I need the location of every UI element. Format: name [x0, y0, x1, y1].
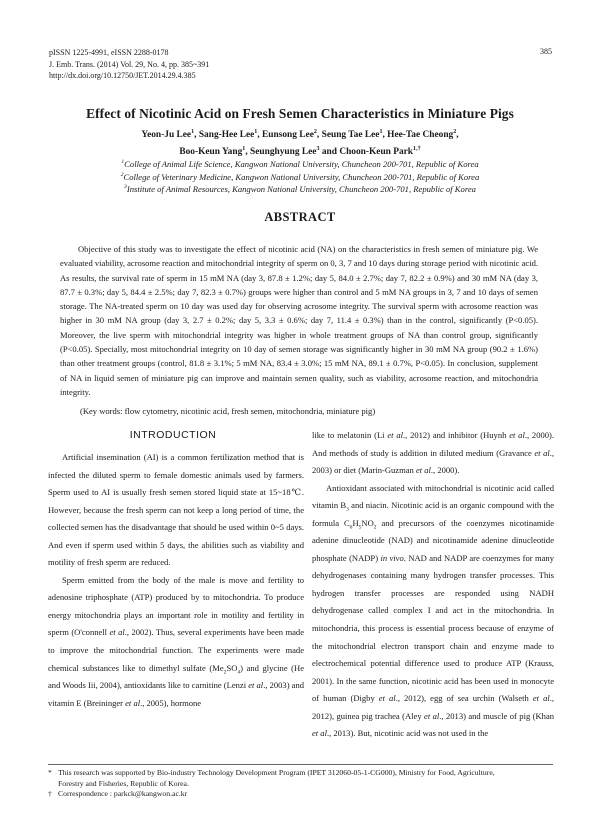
text-run: ., 2005), hormone [140, 697, 202, 708]
funding-footnote [48, 768, 553, 779]
text-run: ., 2013) and muscle of pig (Khan [439, 710, 555, 721]
footnote-divider [48, 764, 553, 765]
text-run: ., 2000). [430, 465, 460, 476]
footnote-text: This research was supported by Bio-industry Technology Development Program (IPET 312060-05-1-CG000), Ministry for Food, Agriculture, [58, 768, 495, 777]
author-affil-mark: 1 [379, 128, 383, 135]
body-column-right [312, 427, 554, 743]
affiliation-item [40, 183, 560, 196]
journal-citation: J. Emb. Trans. (2014) Vol. 29, No. 4, pp. 385~391 [49, 59, 210, 69]
subscript: 3 [346, 506, 349, 513]
subscript: 2 [223, 669, 227, 676]
subscript: 2 [373, 524, 377, 531]
et-al: et al [378, 693, 396, 704]
issn-line: pISSN 1225-4991, eISSN 2288-0178 [49, 48, 169, 57]
text-run: like to melatonin (Li [312, 430, 388, 440]
author-affil-mark: 2 [313, 128, 317, 135]
author-affil-mark: 1 [191, 128, 195, 135]
subscript: 6 [349, 524, 353, 531]
author-name: Boo-Keun Yang [179, 147, 243, 157]
text-run: NO [361, 517, 374, 528]
author-name: Yeon-Ju Lee [141, 130, 192, 140]
affiliation-text: College of Animal Life Science, Kangwon National University, Chuncheon 200-701, Republic of Korea [124, 159, 479, 169]
author-name: Seung Tae Lee [321, 130, 380, 140]
introduction-heading: INTRODUCTION [129, 429, 217, 441]
text-run: Sperm emitted from the body of the male is move and fertility to adenosine triphosphate (ATP) produced by to mitochondria. To produce energy mitochondria plays an important role in motility and fertility in sperm (O'connell [48, 574, 304, 638]
footnote-mark: * [48, 768, 52, 777]
subscript: 5 [358, 524, 362, 531]
text-run: ., 2012), egg of sea urchin (Walseth [395, 693, 533, 704]
body-column-left [48, 449, 304, 712]
text-run: SO [226, 662, 238, 673]
author-row-2: Boo-Keun Yang$^1$, Seunghyung Lee$^3$ and Choon-Keun Park$^{1,\dagger}$ [179, 145, 421, 157]
author-name: Sang-Hee Lee [198, 130, 255, 140]
et-al: et al [387, 430, 403, 440]
abstract-heading: ABSTRACT [264, 210, 336, 224]
affiliation-item [40, 171, 560, 184]
body-paragraph [312, 427, 554, 480]
author-affil-mark: 1,† [413, 145, 421, 152]
body-paragraph [312, 480, 554, 743]
doi-link[interactable]: http://dx.doi.org/10.12750/JET.2014.29.4.385 [49, 71, 196, 80]
author-name: Choon-Keun Park [339, 147, 414, 157]
et-al: et al [415, 465, 431, 476]
affiliation-text: College of Veterinary Medicine, Kangwon National University, Chuncheon 200-701, Republic of Korea [123, 171, 480, 182]
text-run: ) and glycine (He and Woods Iii, 2004), antioxidants like to carnitine (Lenzi [48, 662, 304, 691]
et-al: et al [109, 627, 125, 638]
author-row-1: Yeon-Ju Lee$^1$, Sang-Hee Lee$^1$, Eunsong Lee$^2$, Seung Tae Lee$^1$, Hee-Tae Cheong$^2$, [141, 128, 459, 140]
author-name: Seunghyung Lee [250, 147, 317, 157]
footnotes [48, 768, 553, 800]
text-run: ., 2013). But, nicotinic acid was not used in the [326, 728, 489, 739]
affiliation-mark: 3 [124, 184, 127, 191]
keywords: (Key words: flow cytometry, nicotinic acid, fresh semen, mitochondria, miniature pig) [80, 406, 376, 416]
page-number: 385 [540, 47, 552, 56]
text-run: ., 2003) and vitamin E (Breininger [48, 680, 305, 708]
affiliation-list [40, 158, 560, 196]
body-paragraph [48, 572, 304, 712]
et-al: et al [534, 447, 550, 458]
et-al: et al [312, 728, 327, 739]
text-run: Antioxidant associated with mitochondrial is nicotinic acid called vitamin B [312, 482, 554, 511]
subscript: 4 [237, 669, 241, 676]
journal-header [49, 47, 549, 82]
et-al: et al [509, 430, 525, 440]
abstract-text: Objective of this study was to investigate the effect of nicotinic acid (NA) on the characteristics in fresh semen of miniature pig. We evaluated viability, acrosome reaction and mitochondrial integrity of sperm on 0, 3, 7 and 10 days during storage period with nicotinic acid. As results, the survival rate of sperm in 15 mM NA (day 3, 87.8 ± 1.2%; day 5, 84.0 ± 2.7%; day 7, 82.2 ± 0.9%) and 30 mM NA (day 3, 87.7 ± 0.3%; day 5, 84.4 ± 2.5%; day 7, 82.3 ± 0.7%) groups were higher than control and 5 mM NA groups in 3, 7 and 10 days of semen storage. The NA-treated sperm on 10 day was used day for observing acrosome integrity. The survival sperm with acrosome reaction was higher in 30 mM NA group (day 3, 2.7 ± 0.2%; day 5, 3.3 ± 0.6%; day 7, 11.4 ± 0.3%) than in the control, significantly (P<0.05). Moreover, the live sperm with mitochondrial integrity was higher in whole treatment groups of NA than control group, significantly (P<0.05). Specially, most mitochondrial integrity on 10 day of semen storage was significantly higher in 30 mM NA group (90.2 ± 1.6%) than other treatment groups (control, 81.8 ± 3.1%; 5 mM NA, 83.4 ± 3.0%; 15 mM NA, 89.1 ± 0.7%, P<0.05). In conclusion, supplement of NA in liquid semen of miniature pig can improve and maintain semen quality, such as viability, acrosome reaction, and mitochondria integrity. [60, 244, 538, 397]
affiliation-item [40, 158, 560, 171]
text-run: . NAD and NADP are coenzymes for many dehydrogenases containing many hydrogen transfer processes. This hydrogen transfer processes are responded using NADH dehydrogenase called complex I and act in the mitochondria. In mitochondria, this process is essential process because of enzyme of the mitochondrial electron transport chain and enzyme made to electrochemical potential difference used to produce ATP (Krauss, 2001). In the same function, nicotinic acid has been used in monocyte of human (Digby [312, 552, 554, 704]
footnote-mark: † [48, 789, 52, 799]
author-name: Eunsong Lee [262, 130, 314, 140]
et-al: et al [125, 697, 141, 708]
affiliation-mark: 1 [121, 159, 125, 166]
author-name: Hee-Tae Cheong [387, 130, 454, 140]
text-run: and niacin. Nicotinic acid is an organic compound with the formula C [312, 500, 554, 528]
text-run: ., 2012), guinea pig trachea (Aley [312, 693, 555, 721]
text-run: ., 2003) or diet (Marin-Guzman [312, 447, 555, 476]
correspondence-footnote [48, 789, 553, 800]
author-affil-mark: 1 [242, 145, 246, 152]
paper-title: Effect of Nicotinic Acid on Fresh Semen Characteristics in Miniature Pigs [86, 106, 514, 121]
text-run: and precursors of the coenzymes nicotinamide adenine dinucleotide (NAD) and nicotinamide adenine dinucleotide phosphate (NADP) [312, 517, 554, 563]
correspondence-email[interactable]: Correspondence : parkck@kangwon.ac.kr [58, 789, 188, 799]
body-paragraph: Artificial insemination (AI) is a common fertilization method that is infected the diluted sperm to female domestic animals used by farmers. Sperm used to AI is usually fresh semen stored liquid state at 15~18℃. However, because the fresh sperm can not keep a long period of time, the collected semen has the disadvantage that should be used within 0~5 days. And even if sperm used within 5 days, the abilities such as viability and motility of fresh sperm are reduced. [48, 452, 304, 568]
text-run: ., 2002). Thus, several experiments have been made to improve the mitochondrial function. The experiments were made chemical substances like to dimethyl sulfate (Me [48, 627, 304, 673]
et-al: et al [424, 710, 440, 721]
author-affil-mark: 1 [254, 128, 258, 135]
text-run: ., 2012) and inhibitor (Huynh [403, 430, 510, 440]
affiliation-text: Institute of Animal Resources, Kangwon National University, Chuncheon 200-701, Republic of Korea [126, 184, 476, 194]
et-al: et al [532, 693, 550, 704]
et-al: et al [248, 680, 264, 691]
author-affil-mark: 3 [316, 145, 320, 152]
affiliation-mark: 2 [120, 171, 124, 178]
funding-footnote-continued: Forestry and Fisheries, Republic of Korea. [58, 778, 189, 788]
in-vivo-italic: in vivo [380, 552, 404, 563]
author-conjunction: and [321, 147, 337, 157]
author-affil-mark: 2 [453, 128, 457, 135]
text-run: H [352, 517, 359, 528]
author-list [40, 127, 560, 161]
text-run: ., 2000). And methods of study is addition in diluted medium (Gravance [312, 430, 554, 458]
